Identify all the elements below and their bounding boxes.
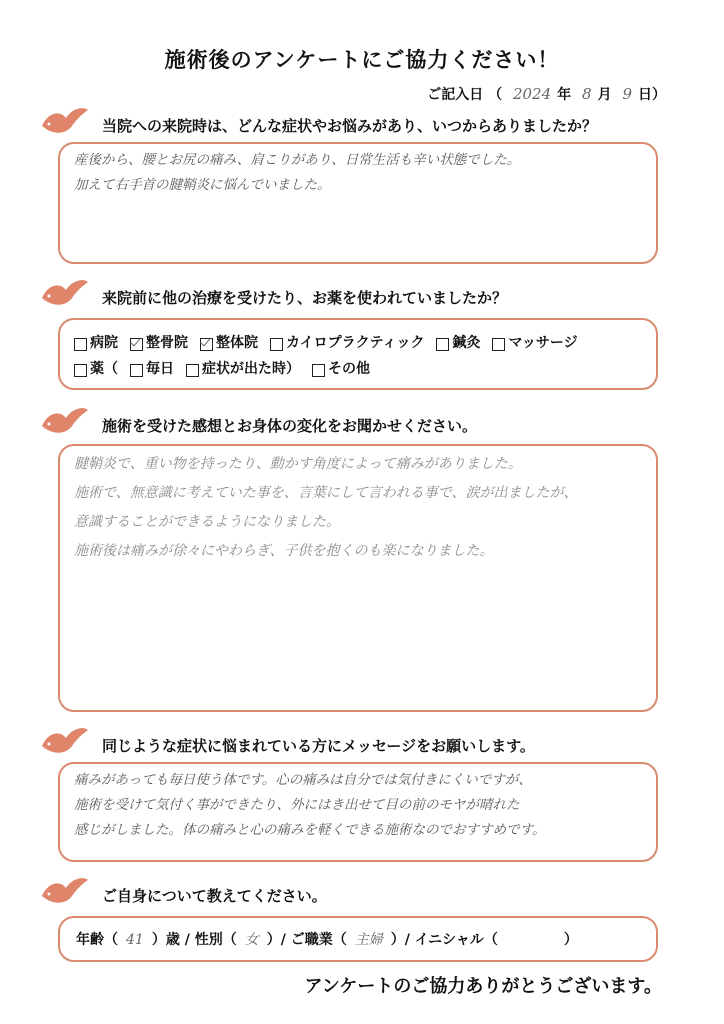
checkbox[interactable]: [312, 364, 325, 377]
option-other[interactable]: その他: [312, 356, 370, 382]
page-title: 施術後のアンケートにご協力ください！: [164, 48, 560, 72]
q3-answer-line: 腱鞘炎で、重い物を持ったり、動かす角度によって痛みがありました。: [74, 456, 522, 472]
gender-value[interactable]: 女: [244, 932, 259, 948]
q3-answer: [74, 450, 646, 566]
q1-answer-line: 産後から、腰とお尻の痛み、肩こりがあり、日常生活も辛い状態でした。: [74, 152, 521, 168]
date-year-unit: 年: [557, 87, 572, 103]
date-label: ご記入日: [427, 87, 484, 103]
job-label: ）/ ご職業（: [266, 932, 347, 948]
options-row-2: [74, 356, 646, 382]
checkbox[interactable]: [130, 364, 143, 377]
checkbox[interactable]: [74, 338, 87, 351]
q4-answer-line: 感じがしました。体の痛みと心の痛みを軽くできる施術なのでおすすめです。: [74, 822, 546, 838]
option-chiropractic[interactable]: カイロプラクティック: [270, 330, 424, 356]
bird-icon: [36, 104, 92, 144]
option-acupuncture[interactable]: 鍼灸: [436, 330, 480, 356]
date-open: （: [488, 87, 503, 103]
checkbox[interactable]: [436, 338, 449, 351]
checkbox[interactable]: [186, 364, 199, 377]
treatment-options: [74, 330, 646, 382]
profile-fields: [76, 929, 578, 949]
checkbox[interactable]: [492, 338, 505, 351]
q3-answer-line: 施術後は痛みが徐々にやわらぎ、子供を抱くのも楽になりました。: [74, 543, 494, 559]
option-daily[interactable]: 毎日: [130, 356, 174, 382]
bird-icon: [36, 404, 92, 444]
q5-heading: ご自身について教えてください。: [102, 887, 327, 905]
option-medicine[interactable]: 薬（: [74, 356, 118, 382]
profile-box: [58, 916, 658, 962]
bird-icon: [36, 874, 92, 914]
option-hospital[interactable]: 病院: [74, 330, 118, 356]
q3-heading: 施術を受けた感想とお身体の変化をお聞かせください。: [102, 417, 478, 435]
checkbox[interactable]: [270, 338, 283, 351]
q3-answer-line: 意識することができるようになりました。: [74, 514, 340, 530]
option-massage[interactable]: マッサージ: [492, 330, 577, 356]
date-year[interactable]: 2024: [512, 85, 552, 103]
initial-close: ）: [563, 932, 578, 948]
q4-answer: [74, 768, 646, 843]
date-month-unit: 月: [597, 87, 612, 103]
option-seitaiin[interactable]: 整体院: [200, 330, 258, 356]
q2-heading: 来院前に他の治療を受けたり、お薬を使われていましたか？: [102, 289, 508, 307]
q3-answer-line: 施術で、無意識に考えていた事を、言葉にして言われる事で、涙が出ましたが、: [74, 485, 578, 501]
bird-icon: [36, 724, 92, 764]
checkbox-checked[interactable]: [200, 338, 213, 351]
option-when-symptoms[interactable]: 症状が出た時）: [186, 356, 300, 382]
q1-answer: [74, 148, 646, 198]
date-month[interactable]: 8: [582, 85, 592, 103]
job-value[interactable]: 主婦: [354, 932, 383, 948]
entry-date: [427, 84, 666, 104]
age-unit: ）歳 / 性別（: [151, 932, 237, 948]
bird-icon: [36, 276, 92, 316]
q4-answer-line: 施術を受けて気付く事ができたり、外にはき出せて目の前のモヤが晴れた: [74, 797, 520, 813]
thank-you-footer: アンケートのご協力ありがとうございます。: [304, 976, 662, 997]
checkbox-checked[interactable]: [130, 338, 143, 351]
q2-options-box: [58, 318, 658, 390]
age-label: 年齢（: [76, 932, 118, 948]
date-day-unit: 日）: [638, 87, 666, 103]
q1-heading: 当院への来院時は、どんな症状やお悩みがあり、いつからありましたか？: [102, 117, 598, 135]
q3-answer-box[interactable]: [58, 444, 658, 712]
q4-answer-box[interactable]: [58, 762, 658, 862]
checkbox[interactable]: [74, 364, 87, 377]
initial-label: ）/ イニシャル（: [390, 932, 498, 948]
option-seikotsuin[interactable]: 整骨院: [130, 330, 188, 356]
options-row-1: [74, 330, 646, 356]
age-value[interactable]: 41: [126, 932, 144, 948]
q4-heading: 同じような症状に悩まれている方にメッセージをお願いします。: [102, 737, 535, 755]
q1-answer-line: 加えて右手首の腱鞘炎に悩んでいました。: [74, 177, 331, 193]
q4-answer-line: 痛みがあっても毎日使う体です。心の痛みは自分では気付きにくいですが、: [74, 772, 532, 788]
date-day[interactable]: 9: [622, 85, 632, 103]
q1-answer-box[interactable]: [58, 142, 658, 264]
